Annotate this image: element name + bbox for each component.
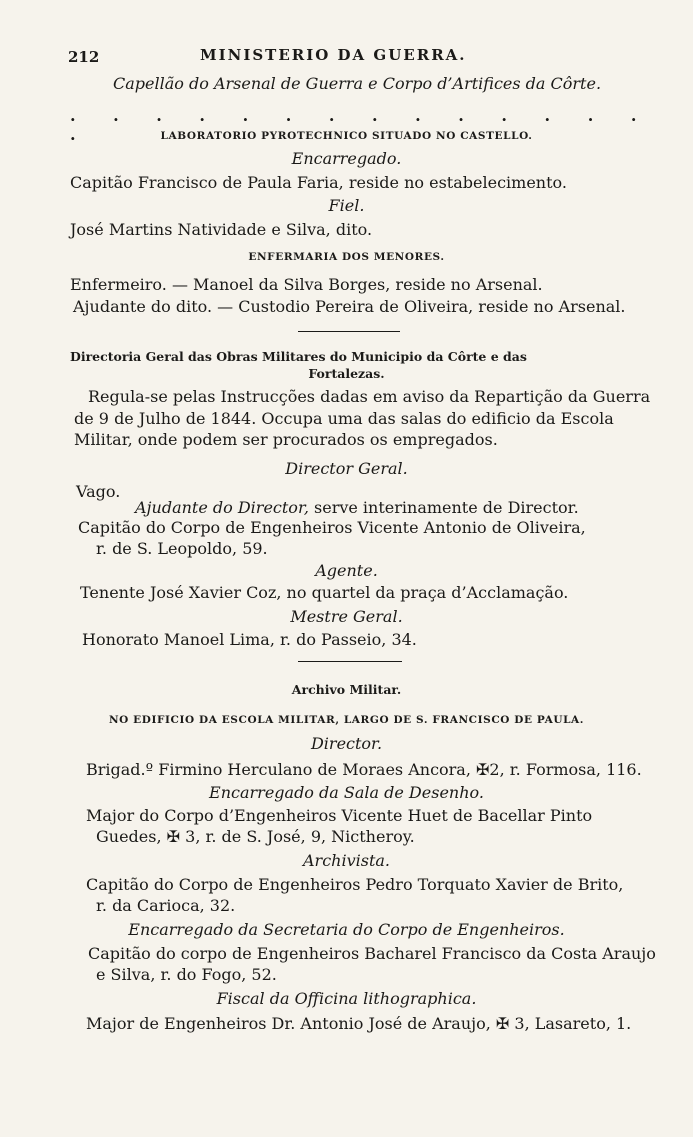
ellipsis-line: . . . . . . . . . . . . . . .	[70, 106, 653, 144]
archivo-desenho-line-1: Major do Corpo d’Engenheiros Vicente Huet de Bacellar Pinto	[86, 806, 593, 825]
archivo-archivista-line-1: Capitão do Corpo de Engenheiros Pedro Torquato Xavier de Brito,	[86, 875, 624, 894]
archivo-secretaria-line-2: e Silva, r. do Fogo, 52.	[96, 965, 277, 984]
directoria-ajudante	[135, 498, 579, 518]
archivo-role-archivista: Archivista.	[302, 851, 390, 870]
enfermaria-line-2: Ajudante do dito. — Custodio Pereira de Oliveira, reside no Arsenal.	[73, 297, 626, 316]
intro-line: Capellão do Arsenal de Guerra e Corpo d’Artifices da Côrte.	[113, 74, 602, 93]
archivo-role-desenho: Encarregado da Sala de Desenho.	[209, 783, 484, 802]
laboratorio-title: LABORATORIO PYROTECHNICO SITUADO NO CASTELLO.	[160, 130, 533, 142]
directoria-ajudante-line-1: Capitão do Corpo de Engenheiros Vicente Antonio de Oliveira,	[78, 518, 586, 537]
directoria-agente-line: Tenente José Xavier Coz, no quartel da praça d’Acclamação.	[80, 583, 569, 602]
enfermaria-title: ENFERMARIA DOS MENORES.	[248, 251, 445, 263]
directoria-title-1: Directoria Geral das Obras Militares do Municipio da Côrte e das	[70, 349, 527, 364]
directoria-para-1: Regula-se pelas Instrucções dadas em aviso da Repartição da Guerra	[88, 387, 651, 406]
directoria-role-director: Director Geral.	[285, 459, 408, 478]
archivo-archivista-line-2: r. da Carioca, 32.	[96, 896, 236, 915]
archivo-title: Archivo Militar.	[291, 682, 402, 697]
archivo-role-director: Director.	[310, 734, 383, 753]
laboratorio-line-1: Capitão Francisco de Paula Faria, reside no estabelecimento.	[70, 173, 567, 192]
ajudante-rest: serve interinamente de Director.	[308, 498, 579, 517]
archivo-role-secretaria: Encarregado da Secretaria do Corpo de Engenheiros.	[128, 920, 565, 939]
archivo-fiscal-line: Major de Engenheiros Dr. Antonio José de Araujo, ✠ 3, Lasareto, 1.	[86, 1014, 632, 1033]
directoria-ajudante-line-2: r. de S. Leopoldo, 59.	[96, 539, 268, 558]
directoria-vago: Vago.	[76, 482, 121, 501]
laboratorio-role-encarregado: Encarregado.	[291, 149, 402, 168]
enfermaria-line-1: Enfermeiro. — Manoel da Silva Borges, reside no Arsenal.	[70, 275, 543, 294]
archivo-secretaria-line-1: Capitão do corpo de Engenheiros Bacharel Francisco da Costa Araujo	[88, 944, 656, 963]
directoria-mestre-line: Honorato Manoel Lima, r. do Passeio, 34.	[82, 630, 417, 649]
running-title: MINISTERIO DA GUERRA.	[200, 46, 467, 64]
divider-1	[298, 331, 400, 332]
archivo-desenho-line-2: Guedes, ✠ 3, r. de S. José, 9, Nictheroy.	[96, 827, 415, 846]
archivo-role-fiscal: Fiscal da Officina lithographica.	[216, 989, 477, 1008]
directoria-title-2: Fortalezas.	[308, 366, 385, 381]
directoria-para-2: de 9 de Julho de 1844. Occupa uma das salas do edificio da Escola	[74, 409, 614, 428]
laboratorio-line-2: José Martins Natividade e Silva, dito.	[70, 220, 373, 239]
directoria-role-agente: Agente.	[315, 561, 378, 580]
laboratorio-role-fiel: Fiel.	[328, 196, 365, 215]
directoria-para-3: Militar, onde podem ser procurados os empregados.	[74, 430, 498, 449]
directoria-role-mestre: Mestre Geral.	[290, 607, 403, 626]
archivo-director-line: Brigad.º Firmino Herculano de Moraes Ancora, ✠2, r. Formosa, 116.	[86, 760, 642, 779]
archivo-location: NO EDIFICIO DA ESCOLA MILITAR, LARGO DE S. FRANCISCO DE PAULA.	[108, 714, 585, 726]
page-number: 212	[68, 48, 100, 66]
ajudante-role: Ajudante do Director,	[135, 498, 309, 517]
divider-2	[298, 661, 402, 662]
